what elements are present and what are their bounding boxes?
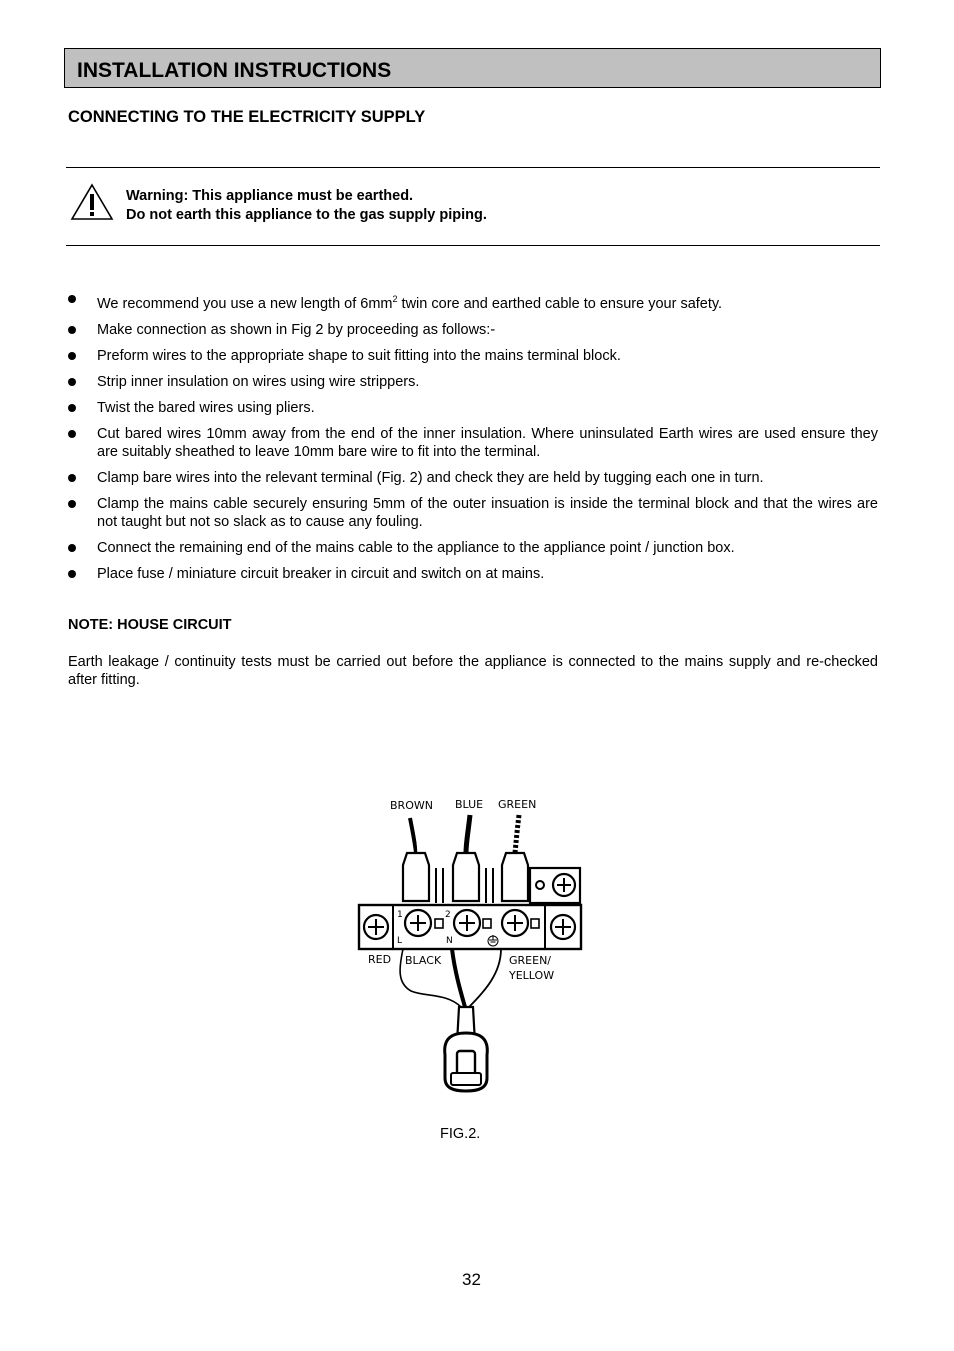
- warning-triangle-icon: [70, 183, 114, 221]
- bullet-icon: [68, 326, 76, 334]
- blue-wire: [466, 815, 470, 853]
- brown-wire: [410, 818, 416, 853]
- bullet-icon: [68, 570, 76, 578]
- list-item: We recommend you use a new length of $6mm^2$ twin core and earthed cable to ensure your safety.: [68, 290, 878, 313]
- bullet-icon: [68, 544, 76, 552]
- list-item: Preform wires to the appropriate shape to suit fitting into the mains terminal block.: [68, 347, 878, 365]
- black-wire: [452, 949, 465, 1007]
- label-green: GREEN: [498, 798, 537, 811]
- list-item: Clamp bare wires into the relevant terminal (Fig. 2) and check they are held by tugging each one in turn.: [68, 469, 878, 487]
- label-brown: BROWN: [390, 799, 433, 812]
- list-item: Make connection as shown in Fig 2 by proceeding as follows:-: [68, 321, 878, 339]
- figure-caption: FIG.2.: [440, 1126, 481, 1142]
- note-body: Earth leakage / continuity tests must be carried out before the appliance is connected to the mains supply and re-checked after fitting.: [68, 654, 878, 688]
- terminal-block-diagram: [355, 793, 585, 1093]
- bullet-icon: [68, 295, 76, 303]
- label-green-yellow-2: YELLOW: [509, 969, 555, 982]
- green-wire: [515, 815, 519, 853]
- warning-text: [126, 187, 487, 225]
- warning-top-rule: [66, 167, 880, 168]
- label-black: BLACK: [405, 954, 442, 967]
- svg-text:2: 2: [445, 910, 451, 920]
- svg-text:1: 1: [397, 910, 403, 920]
- warning-bottom-rule: [66, 245, 880, 246]
- list-item: Cut bared wires 10mm away from the end of the inner insulation. Where uninsulated Earth wires are used ensure they are suitably sheathed to leave 10mm bare wire to fit into the terminal.: [68, 425, 878, 461]
- label-red: RED: [368, 953, 392, 966]
- page-number: 32: [462, 1270, 481, 1289]
- green-yellow-wire: [469, 949, 501, 1007]
- bullet-icon: [68, 404, 76, 412]
- section-title: CONNECTING TO THE ELECTRICITY SUPPLY: [68, 108, 426, 126]
- list-item: Connect the remaining end of the mains cable to the appliance to the appliance point / junction box.: [68, 539, 878, 557]
- note-title: NOTE: HOUSE CIRCUIT: [68, 617, 232, 633]
- bullet-icon: [68, 500, 76, 508]
- page-header-title: INSTALLATION INSTRUCTIONS: [77, 59, 392, 82]
- bullet-icon: [68, 378, 76, 386]
- bullet-icon: [68, 474, 76, 482]
- list-item: Place fuse / miniature circuit breaker in circuit and switch on at mains.: [68, 565, 878, 583]
- label-blue: BLUE: [455, 798, 484, 811]
- bullet-icon: [68, 430, 76, 438]
- warning-line-2: Do not earth this appliance to the gas supply piping.: [126, 207, 487, 223]
- instruction-list: [68, 290, 878, 591]
- list-item: Strip inner insulation on wires using wire strippers.: [68, 373, 878, 391]
- header-bar: [64, 48, 881, 88]
- bullet-icon: [68, 352, 76, 360]
- connector-brown: [403, 853, 429, 901]
- connector-blue: [453, 853, 479, 901]
- svg-text:L: L: [397, 936, 403, 946]
- list-item: Clamp the mains cable securely ensuring 5mm of the outer insuation is inside the terminal block and that the wires are not taught but not so slack as to cause any fouling.: [68, 495, 878, 531]
- list-item: Twist the bared wires using pliers.: [68, 399, 878, 417]
- warning-line-1: Warning: This appliance must be earthed.: [126, 188, 414, 204]
- svg-text:N: N: [446, 936, 453, 946]
- connector-green: [502, 853, 528, 901]
- label-green-yellow-1: GREEN/: [509, 954, 552, 967]
